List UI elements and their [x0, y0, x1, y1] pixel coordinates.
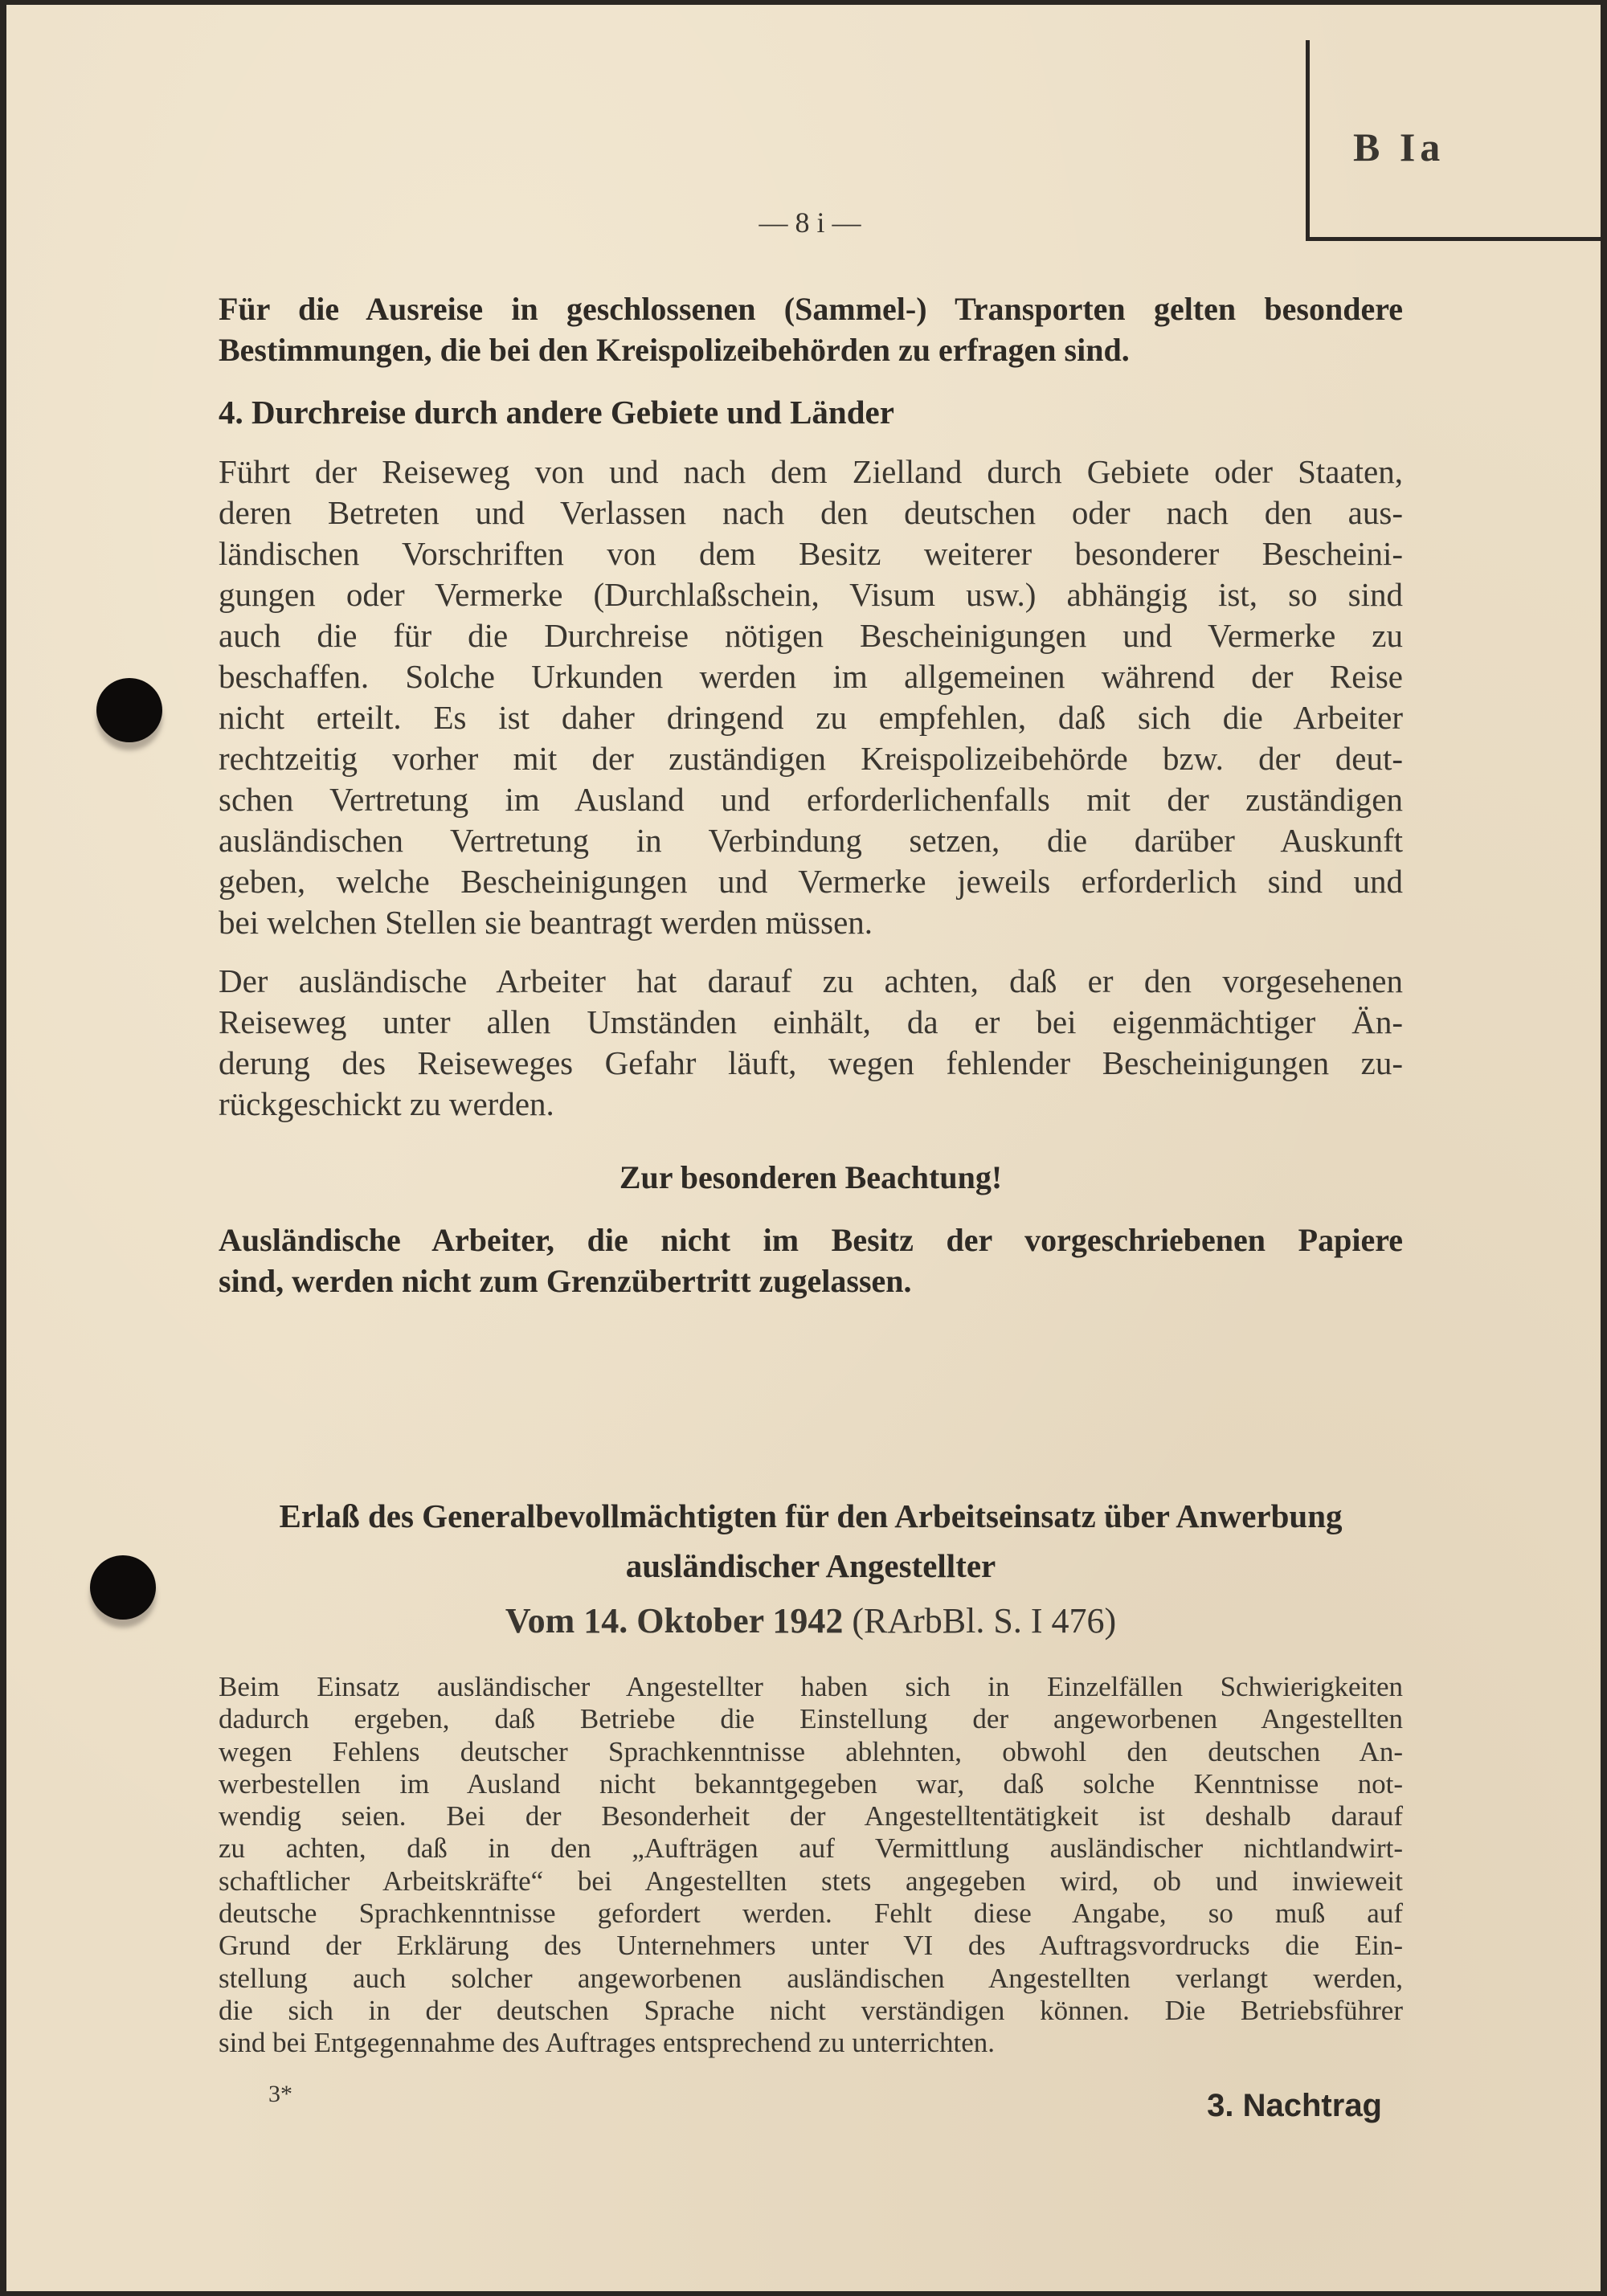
text-line: zu achten, daß in den „Aufträgen auf Vermittlung ausländischer nichtlandwirt- [219, 1832, 1403, 1865]
text-line: dadurch ergeben, daß Betriebe die Einstellung der angeworbenen Angestellten [219, 1703, 1403, 1735]
text-line: die sich in der deutschen Sprache nicht verständigen können. Die Betriebsführer [219, 1994, 1403, 2026]
decree-title-line: ausländischer Angestellter [625, 1547, 996, 1584]
text-line: schen Vertretung im Ausland und erforderlichenfalls mit der zuständigen [219, 781, 1403, 818]
text-line: Der ausländische Arbeiter hat darauf zu achten, daß er den vorgesehenen [219, 962, 1403, 999]
text-line: wegen Fehlens deutscher Sprachkenntnisse ablehnten, obwohl den deutschen An- [219, 1735, 1403, 1767]
text-line: beschaffen. Solche Urkunden werden im allgemeinen während der Reise [219, 658, 1403, 695]
text-line: wendig seien. Bei der Besonderheit der Angestelltentätigkeit ist deshalb darauf [219, 1800, 1403, 1832]
signature-mark: 3* [268, 2081, 292, 2107]
text-line: Grund der Erklärung des Unternehmers unter VI des Auftragsvordrucks die Ein- [219, 1930, 1403, 1962]
text-line: stellung auch solcher angeworbenen ausländischen Angestellten verlangt werden, [219, 1962, 1403, 1994]
text-line: auch die für die Durchreise nötigen Bescheinigungen und Vermerke zu [219, 617, 1403, 654]
text-line: ausländischen Vertretung in Verbindung setzen, die darüber Auskunft [219, 822, 1403, 859]
text-line: sind, werden nicht zum Grenzübertritt zugelassen. [219, 1263, 912, 1299]
paragraph-transport [219, 288, 1403, 370]
punch-hole-top [96, 678, 162, 742]
decree-title [219, 1491, 1403, 1591]
text-line: gungen oder Vermerke (Durchlaßschein, Visum usw.) abhängig ist, so sind [219, 576, 1403, 613]
text-line: werbestellen im Ausland nicht bekanntgegeben war, daß solche Kenntnisse not- [219, 1767, 1403, 1800]
page-number: — 8 i — [759, 206, 861, 239]
text-line: sind bei Entgegennahme des Auftrages entsprechend zu unterrichten. [219, 2027, 996, 2059]
text-line: Führt der Reiseweg von und nach dem Zielland durch Gebiete oder Staaten, [219, 453, 1403, 490]
text-line: derung des Reiseweges Gefahr läuft, wegen fehlender Bescheinigungen zu- [219, 1044, 1403, 1081]
supplement-label: 3. Nachtrag [1207, 2088, 1382, 2123]
section-heading: 4. Durchreise durch andere Gebiete und Länder [219, 394, 894, 431]
text-line: deutsche Sprachkenntnisse gefordert werden. Fehlt diese Angabe, so muß auf [219, 1898, 1403, 1930]
decree-date: Vom 14. Oktober 1942 [505, 1601, 844, 1640]
text-line: ländischen Vorschriften von dem Besitz weiterer besonderer Bescheini- [219, 535, 1403, 572]
text-line: nicht erteilt. Es ist daher dringend zu empfehlen, daß sich die Arbeiter [219, 699, 1403, 736]
notice-heading: Zur besonderen Beachtung! [619, 1159, 1003, 1195]
text-line: Reiseweg unter allen Umständen einhält, da er bei eigenmächtiger Än- [219, 1003, 1403, 1040]
text-line: schaftlicher Arbeitskräfte“ bei Angestellten stets angegeben wird, ob und inwieweit [219, 1865, 1403, 1897]
decree-date-line [219, 1599, 1403, 1644]
punch-hole-bottom [90, 1555, 156, 1620]
notice-text [219, 1219, 1403, 1301]
text-line: bei welchen Stellen sie beantragt werden müssen. [219, 904, 873, 941]
corner-frame-vertical [1306, 40, 1310, 241]
decree-reference: (RArbBl. S. I 476) [852, 1601, 1117, 1640]
text-line: Beim Einsatz ausländischer Angestellter haben sich in Einzelfällen Schwierigkeiten [219, 1671, 1403, 1702]
decree-title-line: Erlaß des Generalbevollmächtigten für den Arbeitseinsatz über Anwerbung [279, 1497, 1343, 1534]
text-line: rechtzeitig vorher mit der zuständigen Kreispolizeibehörde bzw. der deut- [219, 740, 1403, 777]
section-label: B Ia [1353, 125, 1445, 170]
paragraph-reiseweg [219, 961, 1403, 1125]
text-line: geben, welche Bescheinigungen und Vermerke jeweils erforderlich sind und [219, 863, 1403, 900]
text-line: rückgeschickt zu werden. [219, 1085, 554, 1122]
decree-text [219, 1671, 1403, 2060]
text-line: Für die Ausreise in geschlossenen (Sammel-) Transporten gelten besondere [219, 291, 1403, 327]
text-line: deren Betreten und Verlassen nach den deutschen oder nach den aus- [219, 494, 1403, 531]
paragraph-durchreise [219, 451, 1403, 943]
document-page [6, 5, 1601, 2291]
text-line: Ausländische Arbeiter, die nicht im Besitz der vorgeschriebenen Papiere [219, 1222, 1403, 1258]
text-line: Bestimmungen, die bei den Kreispolizeibehörden zu erfragen sind. [219, 332, 1130, 368]
corner-frame-horizontal [1306, 237, 1601, 241]
